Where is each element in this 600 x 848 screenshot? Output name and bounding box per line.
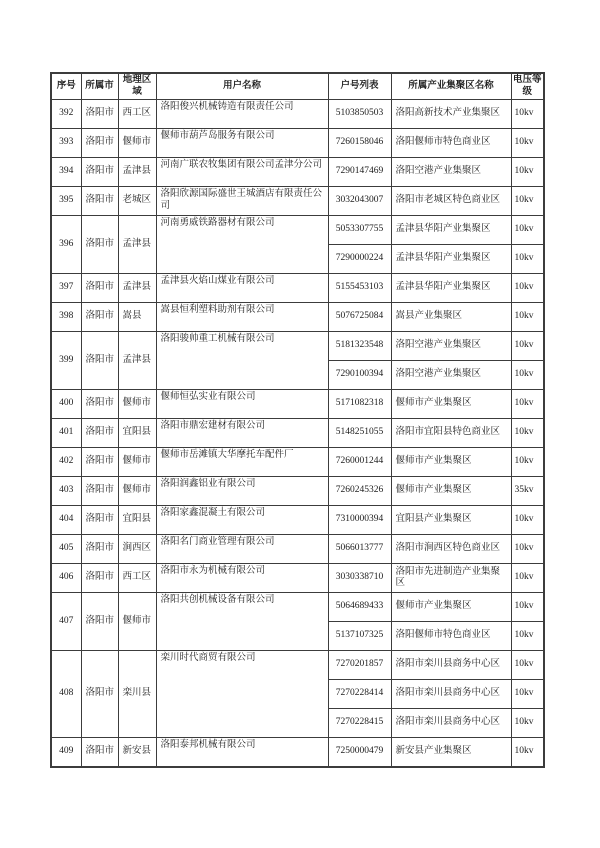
voltage-cell: 10kv (511, 158, 544, 187)
table-row (51, 129, 544, 158)
city-cell: 洛阳市 (81, 100, 118, 129)
region-cell: 栾川县 (118, 651, 156, 738)
voltage-cell: 10kv (511, 361, 544, 390)
voltage-cell: 10kv (511, 448, 544, 477)
table-row (51, 477, 544, 506)
region-cell: 孟津县 (118, 216, 156, 274)
row-number-cell: 398 (51, 303, 81, 332)
account-cell: 5171082318 (328, 390, 391, 419)
voltage-cell: 10kv (511, 129, 544, 158)
row-number-cell: 406 (51, 564, 81, 593)
user-name-cell: 偃师市葫芦岛服务有限公司 (156, 129, 328, 158)
header-cluster-name: 所属产业集聚区名称 (391, 73, 511, 100)
user-name-cell: 孟津县火焰山煤业有限公司 (156, 274, 328, 303)
user-name-cell: 河南广联农牧集团有限公司孟津分公司 (156, 158, 328, 187)
region-cell: 西工区 (118, 100, 156, 129)
account-cell: 5181323548 (328, 332, 391, 361)
voltage-cell: 10kv (511, 738, 544, 767)
cluster-cell: 洛阳市先进制造产业集聚区 (391, 564, 511, 593)
table-row (51, 390, 544, 419)
cluster-cell: 嵩县产业集聚区 (391, 303, 511, 332)
cluster-cell: 偃师市产业集聚区 (391, 593, 511, 622)
user-name-cell: 洛阳欣源国际盛世王城酒店有限责任公司 (156, 187, 328, 216)
row-number-cell: 405 (51, 535, 81, 564)
row-number-cell: 399 (51, 332, 81, 390)
account-cell: 5148251055 (328, 419, 391, 448)
voltage-cell: 10kv (511, 187, 544, 216)
user-name-cell: 洛阳俊兴机械铸造有限责任公司 (156, 100, 328, 129)
city-cell: 洛阳市 (81, 303, 118, 332)
voltage-cell: 10kv (511, 274, 544, 303)
region-cell: 偃师市 (118, 129, 156, 158)
account-cell: 7260001244 (328, 448, 391, 477)
table-row (51, 593, 544, 622)
city-cell: 洛阳市 (81, 129, 118, 158)
user-name-cell: 栾川时代商贸有限公司 (156, 651, 328, 738)
account-cell: 7310000394 (328, 506, 391, 535)
city-cell: 洛阳市 (81, 564, 118, 593)
table-row (51, 448, 544, 477)
voltage-cell: 10kv (511, 245, 544, 274)
account-cell: 7260158046 (328, 129, 391, 158)
city-cell: 洛阳市 (81, 593, 118, 651)
account-cell: 7290147469 (328, 158, 391, 187)
table-header (51, 73, 544, 100)
cluster-cell: 偃师市产业集聚区 (391, 390, 511, 419)
region-cell: 西工区 (118, 564, 156, 593)
user-name-cell: 洛阳市鼎宏建材有限公司 (156, 419, 328, 448)
account-cell: 5066013777 (328, 535, 391, 564)
account-cell: 5076725084 (328, 303, 391, 332)
account-cell: 5155453103 (328, 274, 391, 303)
row-number-cell: 401 (51, 419, 81, 448)
region-cell: 孟津县 (118, 158, 156, 187)
row-number-cell: 392 (51, 100, 81, 129)
power-users-table (50, 72, 545, 768)
city-cell: 洛阳市 (81, 158, 118, 187)
voltage-cell: 35kv (511, 477, 544, 506)
user-name-cell: 洛阳润鑫铝业有限公司 (156, 477, 328, 506)
table-row (51, 100, 544, 129)
user-name-cell: 洛阳名门商业管理有限公司 (156, 535, 328, 564)
table-row (51, 506, 544, 535)
cluster-cell: 孟津县华阳产业集聚区 (391, 245, 511, 274)
city-cell: 洛阳市 (81, 419, 118, 448)
city-cell: 洛阳市 (81, 651, 118, 738)
cluster-cell: 孟津县华阳产业集聚区 (391, 274, 511, 303)
header-region: 地理区域 (118, 73, 156, 100)
user-name-cell: 洛阳共创机械设备有限公司 (156, 593, 328, 651)
cluster-cell: 洛阳市涧西区特色商业区 (391, 535, 511, 564)
voltage-cell: 10kv (511, 709, 544, 738)
region-cell: 新安县 (118, 738, 156, 767)
cluster-cell: 洛阳市栾川县商务中心区 (391, 651, 511, 680)
city-cell: 洛阳市 (81, 216, 118, 274)
voltage-cell: 10kv (511, 390, 544, 419)
region-cell: 孟津县 (118, 274, 156, 303)
account-cell: 3030338710 (328, 564, 391, 593)
city-cell: 洛阳市 (81, 738, 118, 767)
row-number-cell: 400 (51, 390, 81, 419)
user-name-cell: 洛阳市永为机械有限公司 (156, 564, 328, 593)
row-number-cell: 409 (51, 738, 81, 767)
cluster-cell: 宜阳县产业集聚区 (391, 506, 511, 535)
account-cell: 5064689433 (328, 593, 391, 622)
city-cell: 洛阳市 (81, 187, 118, 216)
city-cell: 洛阳市 (81, 332, 118, 390)
header-serial-number: 序号 (51, 73, 81, 100)
user-name-cell: 河南勇威铁路器材有限公司 (156, 216, 328, 274)
region-cell: 宜阳县 (118, 419, 156, 448)
user-name-cell: 洛阳泰邦机械有限公司 (156, 738, 328, 767)
table-row (51, 303, 544, 332)
table-header-row (51, 73, 544, 100)
user-name-cell: 偃师恒弘实业有限公司 (156, 390, 328, 419)
account-cell: 7290000224 (328, 245, 391, 274)
voltage-cell: 10kv (511, 564, 544, 593)
cluster-cell: 偃师市产业集聚区 (391, 448, 511, 477)
table-row (51, 564, 544, 593)
header-voltage-level: 电压等级 (511, 73, 544, 100)
region-cell: 涧西区 (118, 535, 156, 564)
voltage-cell: 10kv (511, 651, 544, 680)
table-row (51, 738, 544, 767)
row-number-cell: 402 (51, 448, 81, 477)
row-number-cell: 397 (51, 274, 81, 303)
region-cell: 偃师市 (118, 448, 156, 477)
cluster-cell: 洛阳高新技术产业集聚区 (391, 100, 511, 129)
voltage-cell: 10kv (511, 506, 544, 535)
cluster-cell: 洛阳市老城区特色商业区 (391, 187, 511, 216)
voltage-cell: 10kv (511, 535, 544, 564)
cluster-cell: 洛阳偃师市特色商业区 (391, 622, 511, 651)
account-cell: 5053307755 (328, 216, 391, 245)
row-number-cell: 403 (51, 477, 81, 506)
cluster-cell: 洛阳空港产业集聚区 (391, 158, 511, 187)
voltage-cell: 10kv (511, 216, 544, 245)
city-cell: 洛阳市 (81, 477, 118, 506)
region-cell: 偃师市 (118, 593, 156, 651)
account-cell: 7250000479 (328, 738, 391, 767)
table-row (51, 651, 544, 680)
row-number-cell: 404 (51, 506, 81, 535)
region-cell: 嵩县 (118, 303, 156, 332)
user-name-cell: 洛阳家鑫混凝土有限公司 (156, 506, 328, 535)
cluster-cell: 孟津县华阳产业集聚区 (391, 216, 511, 245)
cluster-cell: 洛阳市栾川县商务中心区 (391, 709, 511, 738)
header-city: 所属市 (81, 73, 118, 100)
voltage-cell: 10kv (511, 332, 544, 361)
cluster-cell: 洛阳空港产业集聚区 (391, 332, 511, 361)
voltage-cell: 10kv (511, 100, 544, 129)
voltage-cell: 10kv (511, 593, 544, 622)
city-cell: 洛阳市 (81, 506, 118, 535)
user-name-cell: 偃师市岳滩镇大华摩托车配件厂 (156, 448, 328, 477)
cluster-cell: 洛阳市栾川县商务中心区 (391, 680, 511, 709)
row-number-cell: 407 (51, 593, 81, 651)
region-cell: 老城区 (118, 187, 156, 216)
account-cell: 5103850503 (328, 100, 391, 129)
user-name-cell: 嵩县恒利塑料助剂有限公司 (156, 303, 328, 332)
voltage-cell: 10kv (511, 680, 544, 709)
header-user-name: 用户名称 (156, 73, 328, 100)
account-cell: 5137107325 (328, 622, 391, 651)
cluster-cell: 偃师市产业集聚区 (391, 477, 511, 506)
row-number-cell: 393 (51, 129, 81, 158)
table-row (51, 535, 544, 564)
user-name-cell: 洛阳骏帅重工机械有限公司 (156, 332, 328, 390)
cluster-cell: 洛阳空港产业集聚区 (391, 361, 511, 390)
cluster-cell: 洛阳偃师市特色商业区 (391, 129, 511, 158)
voltage-cell: 10kv (511, 622, 544, 651)
table-row (51, 332, 544, 361)
row-number-cell: 408 (51, 651, 81, 738)
region-cell: 偃师市 (118, 390, 156, 419)
region-cell: 偃师市 (118, 477, 156, 506)
table-row (51, 419, 544, 448)
table-body (51, 100, 544, 767)
city-cell: 洛阳市 (81, 390, 118, 419)
table-row (51, 274, 544, 303)
region-cell: 宜阳县 (118, 506, 156, 535)
cluster-cell: 新安县产业集聚区 (391, 738, 511, 767)
account-cell: 7270228415 (328, 709, 391, 738)
account-cell: 7290100394 (328, 361, 391, 390)
header-account-list: 户号列表 (328, 73, 391, 100)
account-cell: 7270201857 (328, 651, 391, 680)
city-cell: 洛阳市 (81, 274, 118, 303)
voltage-cell: 10kv (511, 419, 544, 448)
table-row (51, 158, 544, 187)
row-number-cell: 395 (51, 187, 81, 216)
account-cell: 3032043007 (328, 187, 391, 216)
row-number-cell: 396 (51, 216, 81, 274)
table-row (51, 187, 544, 216)
table-row (51, 216, 544, 245)
city-cell: 洛阳市 (81, 448, 118, 477)
voltage-cell: 10kv (511, 303, 544, 332)
row-number-cell: 394 (51, 158, 81, 187)
region-cell: 孟津县 (118, 332, 156, 390)
account-cell: 7260245326 (328, 477, 391, 506)
account-cell: 7270228414 (328, 680, 391, 709)
city-cell: 洛阳市 (81, 535, 118, 564)
cluster-cell: 洛阳市宜阳县特色商业区 (391, 419, 511, 448)
